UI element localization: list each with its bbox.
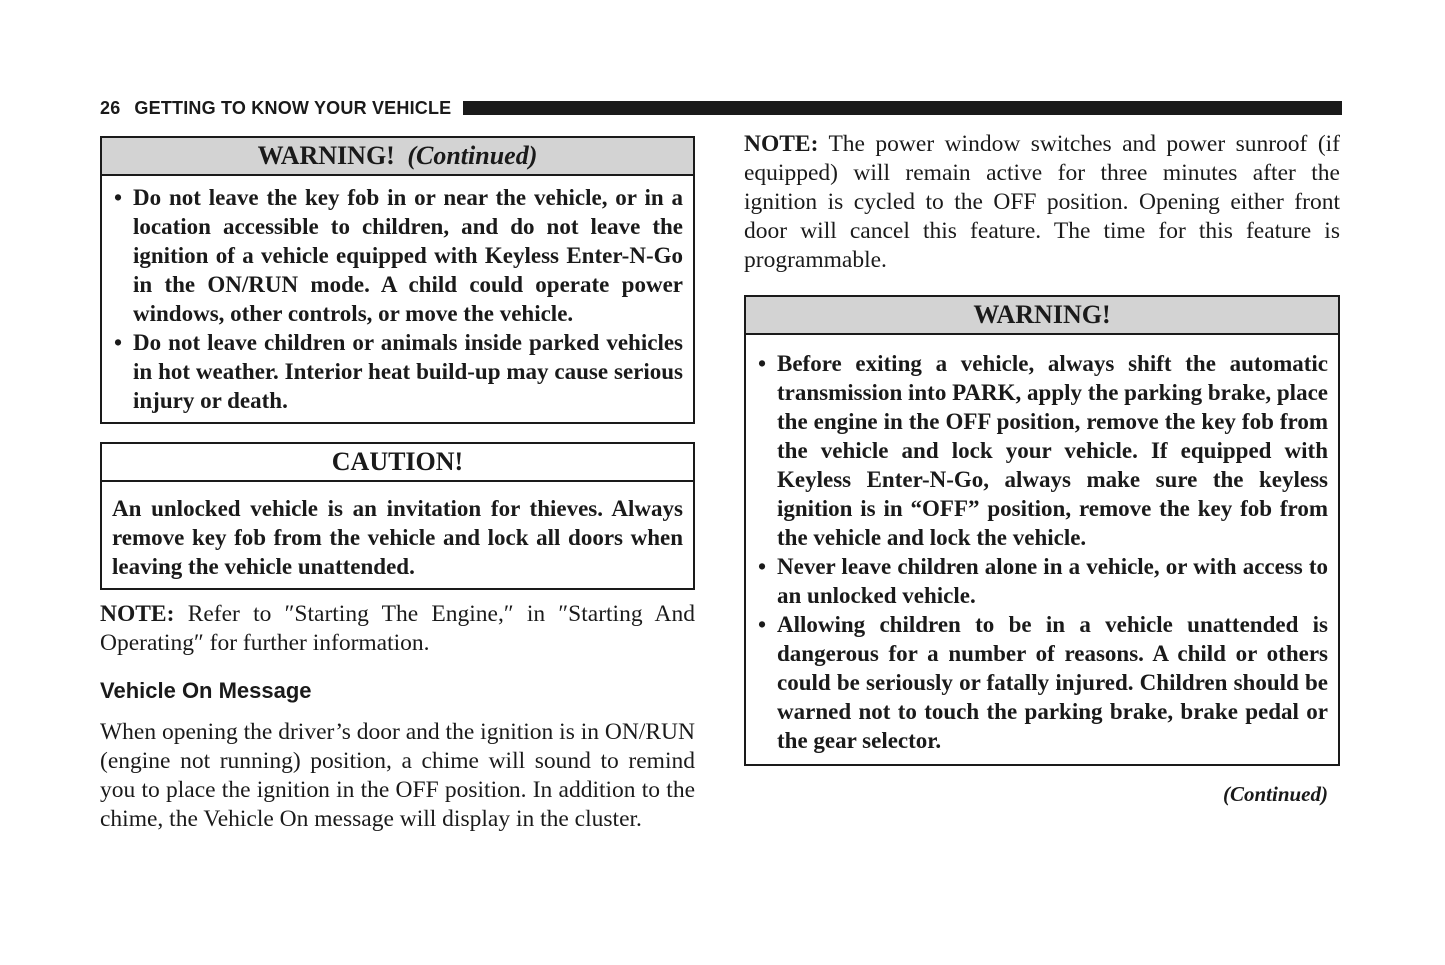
body-paragraph: When opening the driver’s door and the ignition is in ON/RUN (engine not running) position, a chime will sound to remind you to place the ignition in the OFF position. In addition to the chime, the Vehicle On message will display in the cluster. — [100, 719, 695, 832]
caution-text: An unlocked vehicle is an invitation for thieves. Always remove key fob from the vehicle and lock all doors when leaving the vehicle unattended. — [112, 496, 683, 579]
warning-box-body — [102, 176, 693, 422]
warning-box — [744, 295, 1340, 766]
caution-title: CAUTION! — [102, 444, 693, 482]
header-rule — [463, 101, 1342, 115]
warning-box-continued — [100, 136, 695, 424]
note-paragraph — [100, 600, 695, 658]
note-paragraph — [744, 130, 1340, 275]
warning-item: • Allowing children to be in a vehicle unattended is dangerous for a number of reasons. A child or others could be seriously or fatally injured. Children should be warned not to touch the parking brake, brake pedal or the gear selector. — [758, 610, 1328, 755]
warning-item: • Before exiting a vehicle, always shift the automatic transmission into PARK, apply the parking brake, place the engine in the OFF position, remove the key fob from the vehicle and lock your vehicle. If equipped with Keyless Enter-N-Go, always make sure the keyless ignition is in “OFF” position, remove the key fob from the vehicle and lock the vehicle. — [758, 349, 1328, 552]
section-title: GETTING TO KNOW YOUR VEHICLE — [134, 97, 452, 118]
warning-title: WARNING! — [973, 300, 1111, 329]
note-label: NOTE: — [100, 601, 175, 627]
warning-item: • Do not leave the key fob in or near the vehicle, or in a location accessible to children, and do not leave the ignition of a vehicle equipped with Keyless Enter-N-Go in the ON/RUN mode. A child could operate power windows, other controls, or move the vehicle. — [114, 183, 683, 328]
note-text: The power window switches and power sunroof (if equipped) will remain active for three minutes after the ignition is cycled to the OFF position. Opening either front door will cancel this feature. The time for this feature is programmable. — [744, 131, 1340, 273]
continued-label: (Continued) — [1222, 782, 1328, 806]
warning-box-title — [746, 297, 1338, 335]
page-number: 26 — [100, 97, 121, 118]
caution-box — [100, 442, 695, 590]
warning-box-body — [746, 335, 1338, 764]
right-column — [744, 130, 1340, 807]
warning-title-suffix: (Continued) — [407, 141, 538, 170]
warning-box-title — [102, 138, 693, 176]
warning-title: WARNING! — [257, 141, 395, 170]
note-text: Refer to ″Starting The Engine,″ in ″Starting And Operating″ for further information. — [100, 601, 695, 656]
note-label: NOTE: — [744, 131, 819, 157]
section-subheading: Vehicle On Message — [100, 678, 312, 703]
page-header — [100, 96, 1342, 120]
warning-item: • Do not leave children or animals inside parked vehicles in hot weather. Interior heat build-up may cause serious injury or death. — [114, 328, 683, 415]
left-column — [100, 136, 695, 834]
warning-item: • Never leave children alone in a vehicle, or with access to an unlocked vehicle. — [758, 552, 1328, 610]
